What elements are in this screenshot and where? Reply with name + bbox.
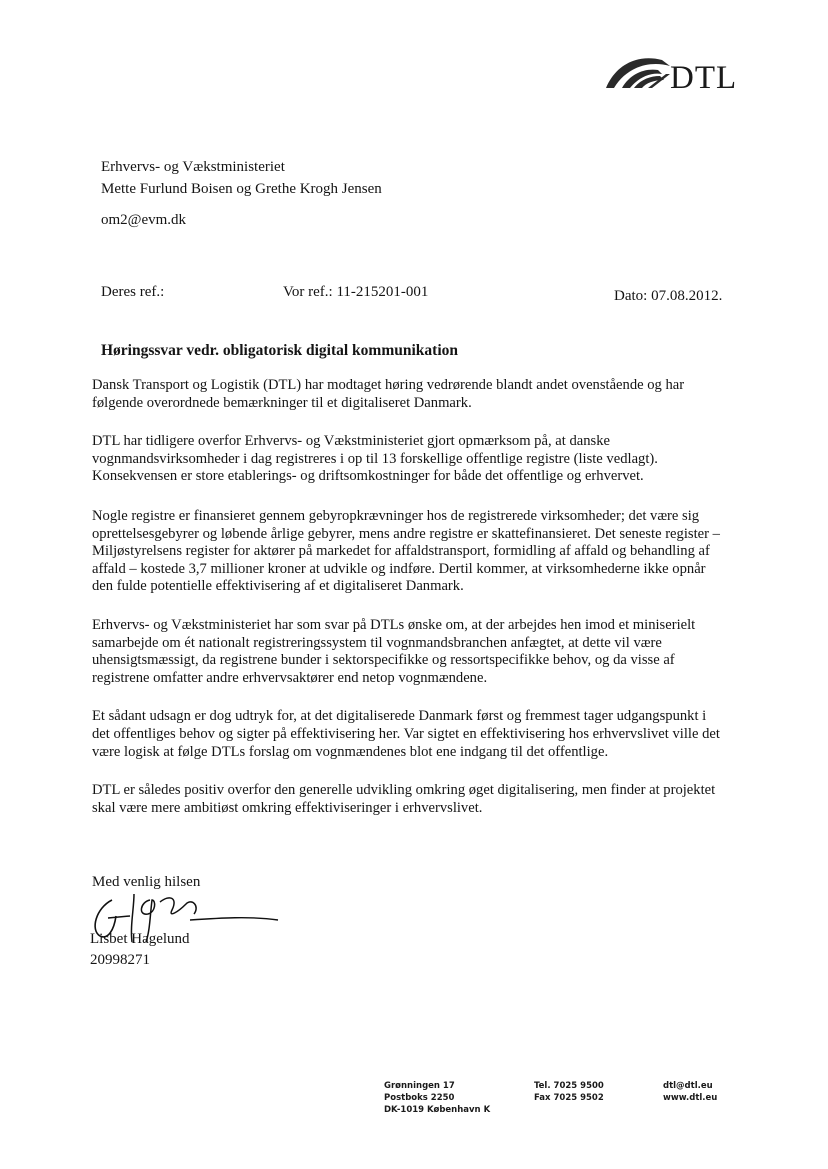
signer-phone: 20998271 xyxy=(90,952,150,968)
paragraph: Nogle registre er finansieret gennem gebyropkrævninger hos de registrerede virksomheder; det være sig oprettelsesgebyrer og løbende årlige gebyrer, mens andre registre er skattefinansieret. Det seneste register – Miljøstyrelsens register for aktører på markedet for affaldstransport, formidling af affald og behandling af affald – kostede 3,7 millioner kroner at udvikle og indføre. Dertil kommer, at virksomhederne ikke opnår den fulde potentielle effektivisering af et digitaliseret Danmark. xyxy=(92,507,720,595)
footer-fax: Fax 7025 9502 xyxy=(534,1093,604,1103)
paragraph: Erhvervs- og Vækstministeriet har som svar på DTLs ønske om, at der arbejdes hen imod et miniserielt samarbejde om ét nationalt registreringssystem til vognmandsbranchen anfægtet, at dette vil være uhensigtsmæssigt, da registrene bunder i sektorspecifikke og ressortspecifikke behov, og da visse af registrene omfatter andre erhvervsaktører end netop vognmændene. xyxy=(92,616,696,686)
closing-greeting: Med venlig hilsen xyxy=(92,874,201,890)
date: Dato: 07.08.2012. xyxy=(614,288,723,304)
footer-phone xyxy=(534,1080,604,1104)
recipient-persons: Mette Furlund Boisen og Grethe Krogh Jensen xyxy=(101,181,382,197)
footer-tel: Tel. 7025 9500 xyxy=(534,1081,604,1091)
signer-block xyxy=(90,929,190,971)
paragraph: Et sådant udsagn er dog udtryk for, at det digitaliserede Danmark først og fremmest tager udgangspunkt i det offentliges behov og sigter på effektivisering her. Var sigtet en effektivisering hos erhvervslivet ville det være logisk at følge DTLs forslag om vognmændenes blot ene indgang til det offentlige. xyxy=(92,708,720,760)
vor-ref: Vor ref.: 11-215201-001 xyxy=(283,284,429,300)
footer-street: Grønningen 17 xyxy=(384,1081,455,1091)
letter-body xyxy=(92,377,726,838)
reference-row xyxy=(101,284,733,308)
paragraph: DTL er således positiv overfor den generelle udvikling omkring øget digitalisering, men finder at projektet skal være mere ambitiøst omkring effektiviseringer i erhvervslivet. xyxy=(92,782,716,816)
recipient-block xyxy=(101,156,382,200)
dtl-logo xyxy=(604,44,754,100)
recipient-email: om2@evm.dk xyxy=(101,212,187,228)
footer-website: www.dtl.eu xyxy=(663,1093,718,1103)
footer-postbox: Postboks 2250 xyxy=(384,1093,455,1103)
recipient-organization: Erhvervs- og Vækstministeriet xyxy=(101,159,285,175)
letter-subject: Høringssvar vedr. obligatorisk digital kommunikation xyxy=(101,342,458,359)
footer-email: dtl@dtl.eu xyxy=(663,1081,713,1091)
footer-address xyxy=(384,1080,490,1116)
deres-ref: Deres ref.: xyxy=(101,284,165,300)
footer-web xyxy=(663,1080,717,1104)
dtl-swoosh-icon xyxy=(604,50,676,90)
paragraph: Dansk Transport og Logistik (DTL) har modtaget høring vedrørende blandt andet ovenstående og har følgende overordnede bemærkninger til et digitaliseret Danmark. xyxy=(92,377,685,411)
logo-text: DTL xyxy=(670,60,738,96)
footer-city: DK-1019 København K xyxy=(384,1105,491,1115)
paragraph: DTL har tidligere overfor Erhvervs- og Vækstministeriet gjort opmærksom på, at danske vognmandsvirksomheder i dag registreres i op til 13 forskellige offentlige registre (liste vedlagt). Konsekvensen er store etablerings- og driftsomkostninger for både det offentlige og erhvervet. xyxy=(92,433,658,485)
signer-name: Lisbet Hagelund xyxy=(90,931,190,947)
